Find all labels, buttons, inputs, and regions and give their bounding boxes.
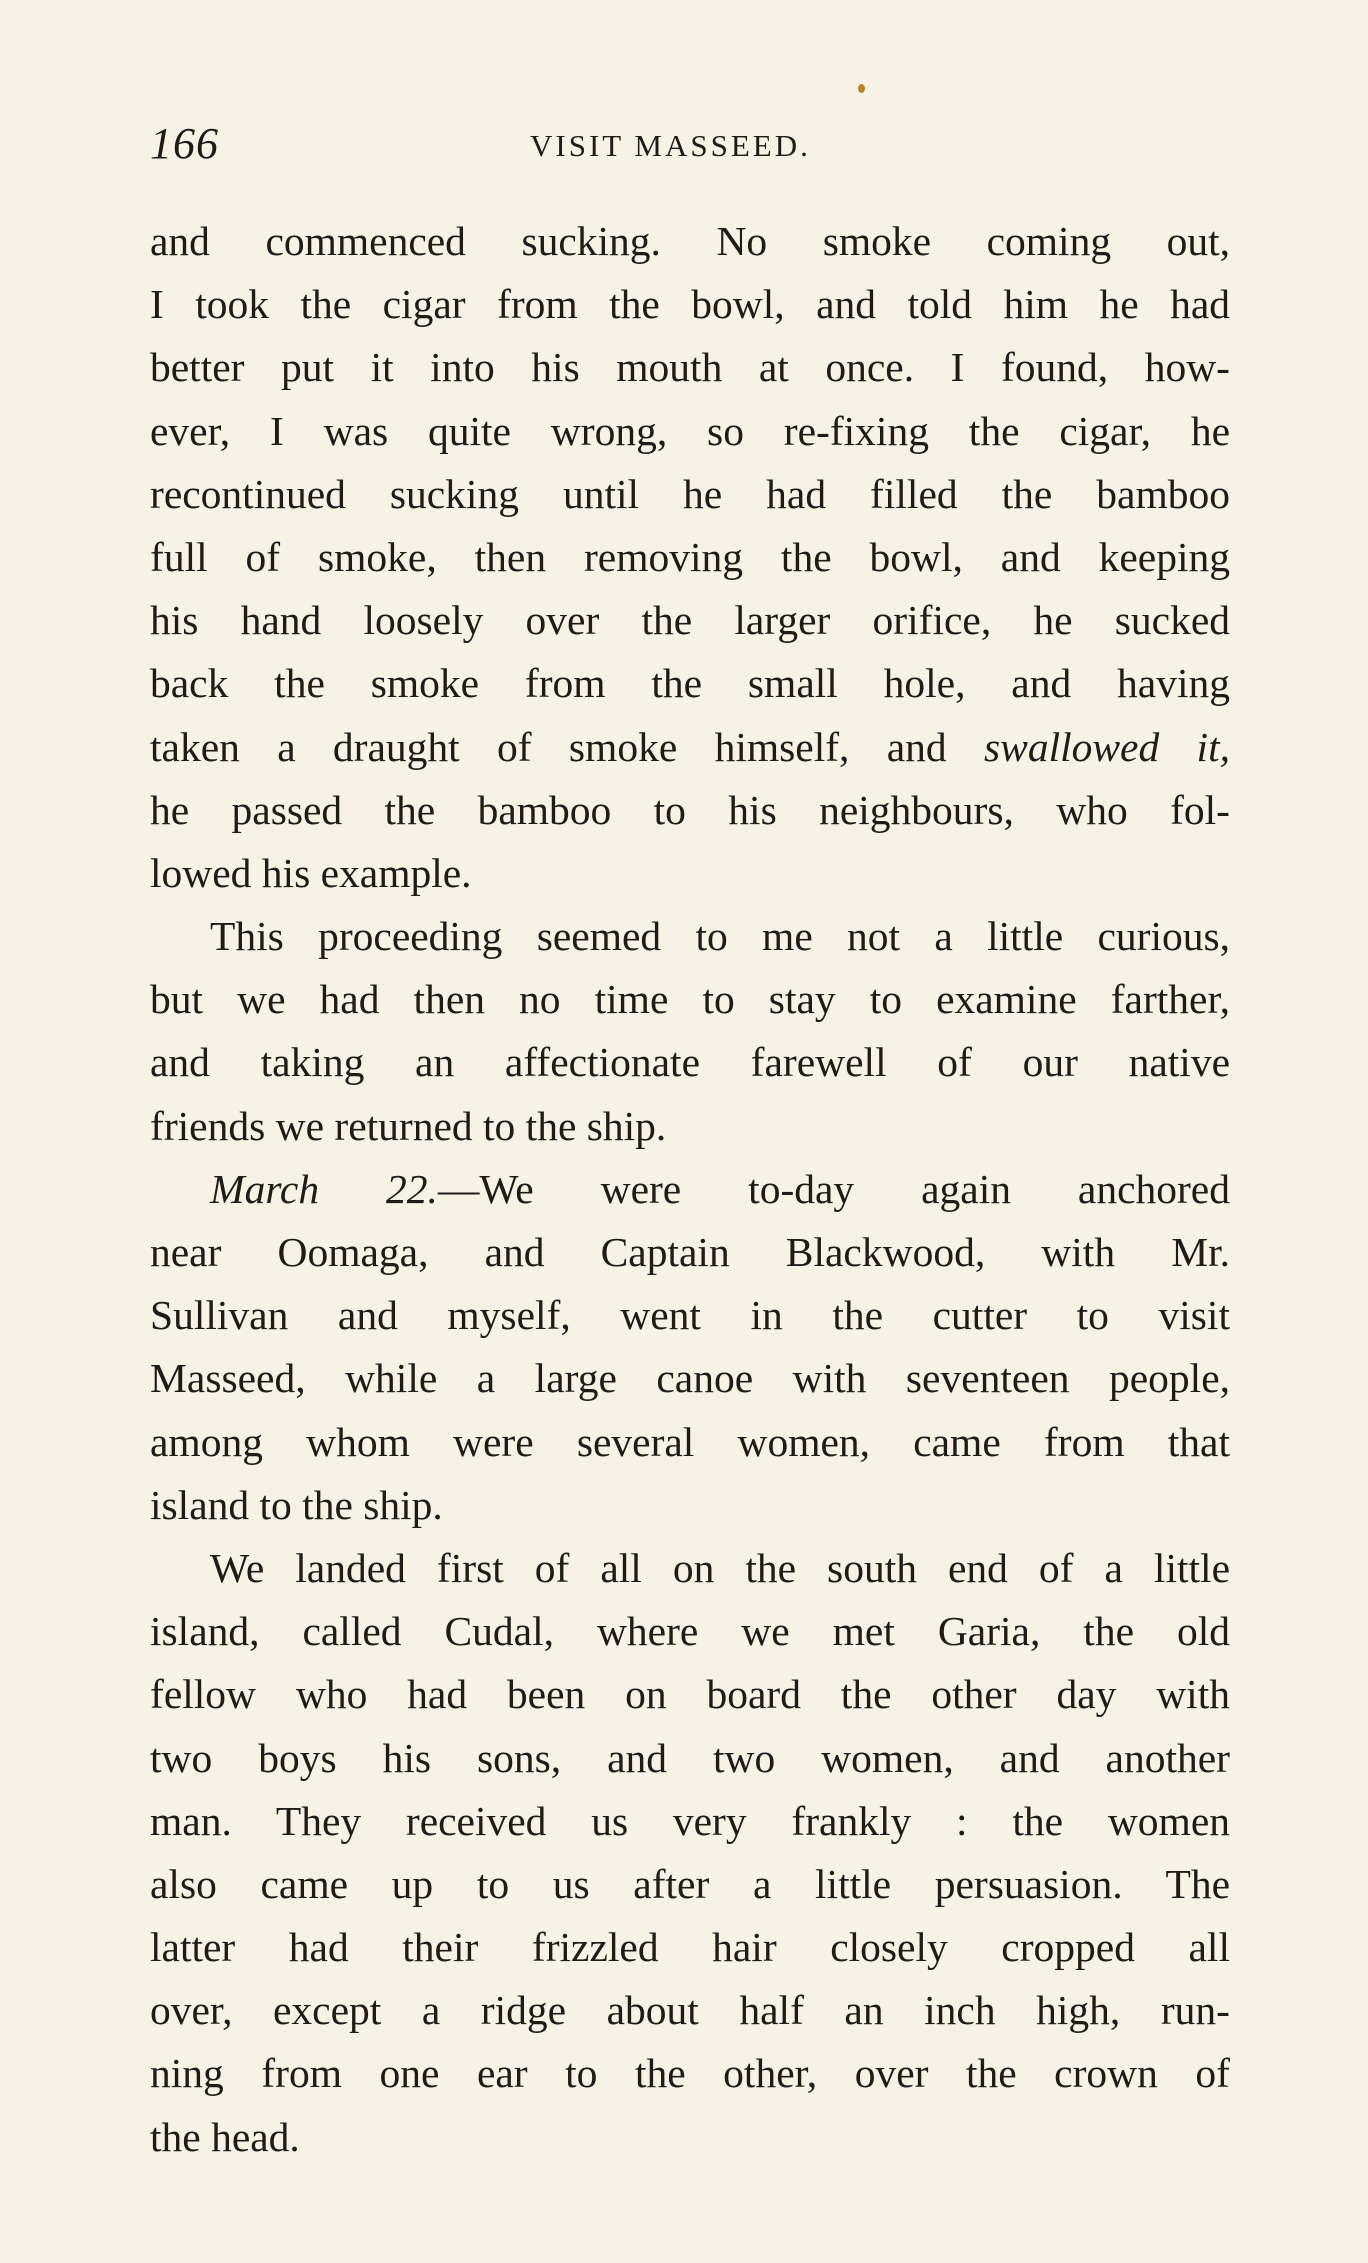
- text-line: island, called Cudal, where we met Garia, the old: [150, 1608, 1230, 1655]
- text-segment: —We were to-day again anchored: [437, 1165, 1230, 1212]
- text-line: Masseed, while a large canoe with seventeen people,: [150, 1355, 1230, 1402]
- text-line: ning from one ear to the other, over the crown of: [150, 2050, 1230, 2097]
- text-line: full of smoke, then removing the bowl, and keeping: [150, 533, 1230, 580]
- text-line: his hand loosely over the larger orifice, he sucked: [150, 597, 1230, 644]
- text-line: over, except a ridge about half an inch high, run-: [150, 1987, 1230, 2034]
- date-heading: March 22.: [210, 1165, 438, 1212]
- text-line: I took the cigar from the bowl, and told him he had: [150, 281, 1230, 328]
- text-line: lowed his example.: [150, 849, 472, 896]
- page-number: 166: [150, 119, 219, 168]
- text-line-with-date: [150, 1158, 1230, 1221]
- text-line: recontinued sucking until he had filled the bamboo: [150, 470, 1230, 517]
- body-text: [150, 210, 1230, 2169]
- text-line: This proceeding seemed to me not a little curious,: [210, 913, 1230, 960]
- text-line: We landed first of all on the south end of a little: [210, 1544, 1230, 1591]
- text-line: Sullivan and myself, went in the cutter to visit: [150, 1292, 1230, 1339]
- text-line: the head.: [150, 2113, 300, 2160]
- text-line: and taking an affectionate farewell of our native: [150, 1039, 1230, 1086]
- text-line: near Oomaga, and Captain Blackwood, with Mr.: [150, 1229, 1230, 1275]
- page-header: [150, 118, 1240, 178]
- text-line: friends we returned to the ship.: [150, 1102, 667, 1149]
- text-line: ever, I was quite wrong, so re-fixing the cigar, he: [150, 407, 1230, 454]
- text-line: also came up to us after a little persuasion. The: [150, 1860, 1230, 1907]
- text-line: fellow who had been on board the other day with: [150, 1671, 1230, 1718]
- text-line: back the smoke from the small hole, and having: [150, 660, 1230, 707]
- text-line: island to the ship.: [150, 1481, 443, 1528]
- text-line: two boys his sons, and two women, and another: [150, 1734, 1230, 1781]
- text-line: latter had their frizzled hair closely cropped all: [150, 1924, 1230, 1971]
- italic-phrase: swallowed it,: [983, 723, 1230, 770]
- text-line: among whom were several women, came from that: [150, 1418, 1230, 1465]
- text-line: better put it into his mouth at once. I found, how-: [150, 344, 1230, 391]
- ink-speck: [858, 84, 865, 93]
- text-line: and commenced sucking. No smoke coming out,: [150, 218, 1230, 264]
- text-line: man. They received us very frankly : the women: [150, 1797, 1230, 1844]
- text-line: he passed the bamboo to his neighbours, who fol-: [150, 786, 1230, 833]
- text-line: but we had then no time to stay to examine farther,: [150, 976, 1230, 1023]
- text-segment: taken a draught of smoke himself, and: [150, 723, 984, 770]
- running-head: VISIT MASSEED.: [530, 128, 811, 163]
- text-line-with-italic: [150, 716, 1230, 779]
